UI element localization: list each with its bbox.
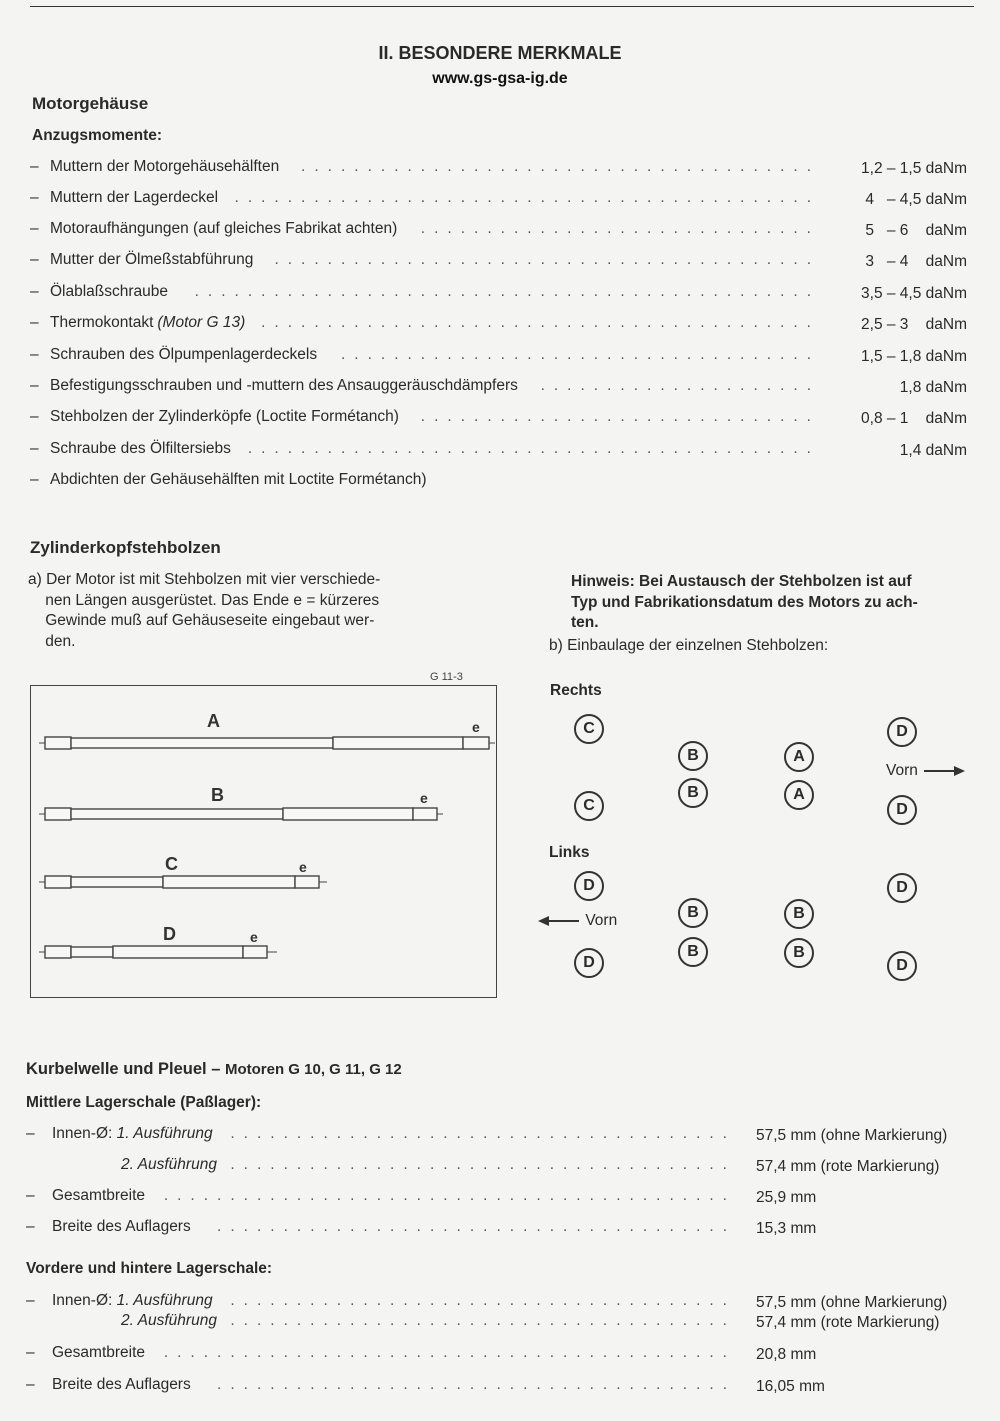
bolt-a-shaft-right [333, 737, 463, 749]
torque-row [30, 408, 970, 430]
torque-label-text: Ölablaßschraube [50, 283, 169, 300]
end-label-d: e [250, 929, 258, 945]
spec-value: 15,3 mm [756, 1220, 817, 1237]
spec-label [52, 1344, 145, 1362]
list-dash: – [30, 189, 39, 206]
spec-row [26, 1292, 976, 1314]
paragraph-a-line: nen Längen ausgerüstet. Das Ende e = kürzeres [28, 591, 380, 609]
list-dash: – [26, 1376, 35, 1393]
leader-dots: ............................................... [194, 283, 820, 300]
list-dash: – [30, 440, 39, 457]
spec-label-text: Gesamtbreite [52, 1344, 146, 1361]
position-circle: D [887, 717, 917, 747]
list-dash: – [30, 471, 39, 488]
bolt-b-thread-left [45, 808, 71, 820]
list-dash: – [30, 346, 39, 363]
bolt-d-end-e [243, 946, 267, 958]
label-rechts: Rechts [550, 682, 602, 699]
section-motorgehaeuse-heading: Motorgehäuse [32, 94, 149, 113]
anzugsmomente-subheading: Anzugsmomente: [32, 127, 163, 144]
list-dash: – [30, 251, 39, 268]
torque-label [50, 377, 518, 395]
spec-row [26, 1344, 976, 1366]
position-circle: B [678, 741, 708, 771]
label-links: Links [549, 844, 590, 861]
leader-dots: .............................. [420, 220, 820, 237]
kurbelwelle-models: Motoren G 10, G 11, G 12 [224, 1061, 402, 1078]
bolt-c-shaft [71, 877, 163, 887]
torque-row [30, 220, 970, 242]
torque-label-text: Thermokontakt [50, 314, 154, 331]
spec-value: 25,9 mm [756, 1189, 817, 1206]
list-dash: – [30, 314, 39, 331]
paragraph-a-line: den. [28, 632, 76, 650]
list-dash: – [30, 220, 39, 237]
position-circle: D [887, 951, 917, 981]
torque-row [30, 251, 970, 273]
spec-label [52, 1292, 213, 1310]
bolt-a-end-e [463, 737, 489, 749]
torque-label [50, 189, 218, 207]
torque-label [50, 283, 168, 301]
bolt-label-c: C [165, 854, 178, 874]
site-url: www.gs-gsa-ig.de [432, 70, 568, 87]
torque-label-text: Abdichten der Gehäusehälften mit Loctite Formétanch) [50, 471, 427, 488]
leader-dots: ....................................... [217, 1218, 736, 1235]
hint-line: ten. [571, 614, 599, 631]
torque-label [50, 314, 245, 332]
leader-dots: .................................... [340, 346, 820, 363]
position-circle: B [784, 899, 814, 929]
list-dash: – [26, 1344, 35, 1361]
leader-dots: .......................................... [261, 314, 820, 331]
torque-label-text: Motoraufhängungen (auf gleiches Fabrikat achten) [50, 220, 398, 237]
spec-row [26, 1218, 976, 1240]
leader-dots: ........................................... [247, 440, 820, 457]
position-circle: A [784, 780, 814, 810]
spec-label [52, 1376, 191, 1394]
paragraph-a-line: Gewinde muß auf Gehäuseseite eingebaut wer- [28, 612, 375, 629]
arrow-left-icon [537, 915, 581, 927]
position-circle: D [574, 948, 604, 978]
end-label-a: e [472, 719, 480, 735]
paragraph-a [28, 570, 380, 652]
torque-value: 4 – 4,5 daNm [865, 191, 967, 208]
mittlere-heading: Mittlere Lagerschale (Paßlager): [26, 1094, 262, 1111]
torque-value: 5 – 6 daNm [865, 222, 967, 239]
list-dash: – [26, 1292, 35, 1309]
vorn-left-label: Vorn [585, 912, 618, 929]
torque-value: 1,4 daNm [899, 442, 967, 459]
position-circle: C [574, 714, 604, 744]
spec-label [52, 1218, 191, 1236]
spec-row [26, 1312, 976, 1334]
torque-row [30, 314, 970, 336]
arrow-right-icon [922, 765, 966, 777]
bolt-a-thread-left [45, 737, 71, 749]
bolt-d-shaft-right [113, 946, 243, 958]
bolt-c-end-e [295, 876, 319, 888]
spec-row [26, 1156, 976, 1178]
bolt-d-shaft [71, 947, 113, 957]
leader-dots: ...................................... [230, 1292, 736, 1309]
end-label-c: e [299, 859, 307, 875]
end-label-b: e [420, 790, 428, 806]
bolt-label-d: D [163, 924, 176, 944]
hint-note [571, 572, 918, 634]
position-circle: C [574, 791, 604, 821]
spec-row [26, 1376, 976, 1398]
position-circle: A [784, 742, 814, 772]
spec-label [52, 1187, 145, 1205]
torque-label [50, 408, 399, 426]
spec-value: 57,4 mm (rote Markierung) [756, 1158, 940, 1175]
torque-label [50, 471, 427, 489]
spec-label-text: Gesamtbreite [52, 1187, 146, 1204]
torque-value: 3 – 4 daNm [865, 253, 967, 270]
position-circle: B [678, 937, 708, 967]
bolt-label-b: B [211, 785, 224, 805]
torque-value: 1,5 – 1,8 daNm [861, 348, 967, 365]
section-kurbelwelle-heading [26, 1060, 402, 1079]
spec-label [121, 1312, 217, 1330]
torque-row [30, 283, 970, 305]
paragraph-a-line: a) Der Motor ist mit Stehbolzen mit vier verschiede- [28, 571, 381, 588]
torque-value: 2,5 – 3 daNm [861, 316, 967, 333]
bolt-label-a: A [207, 711, 220, 731]
torque-label-italic: (Motor G 13) [157, 314, 246, 331]
position-circle: B [784, 938, 814, 968]
torque-row [30, 377, 970, 399]
spec-value: 16,05 mm [756, 1378, 825, 1395]
bolt-b-end-e [413, 808, 437, 820]
list-dash: – [30, 158, 39, 175]
hint-line: Typ und Fabrikationsdatum des Motors zu ach- [571, 593, 918, 611]
leader-dots: ...................................... [230, 1156, 736, 1173]
leader-dots: ....................................... [301, 158, 820, 175]
spec-label [121, 1156, 217, 1174]
list-dash: – [30, 377, 39, 394]
torque-label-text: Stehbolzen der Zylinderköpfe (Loctite Formétanch) [50, 408, 399, 425]
leader-dots: ........................................... [163, 1187, 736, 1204]
torque-label [50, 158, 279, 176]
spec-row [26, 1125, 976, 1147]
leader-dots: ...................................... [230, 1125, 736, 1142]
position-circle: B [678, 898, 708, 928]
bolt-figure [30, 685, 497, 998]
page-title: II. BESONDERE MERKMALE [378, 43, 622, 63]
torque-label-text: Muttern der Motorgehäusehälften [50, 158, 280, 175]
spec-label-italic: 2. Ausführung [121, 1156, 217, 1173]
torque-label [50, 220, 397, 238]
bolt-a-shaft [71, 738, 333, 748]
spec-value: 20,8 mm [756, 1346, 817, 1363]
torque-label-text: Mutter der Ölmeßstabführung [50, 251, 254, 268]
spec-label-italic: 1. Ausführung [116, 1125, 213, 1142]
section-zylinder-heading: Zylinderkopfstehbolzen [30, 538, 221, 557]
torque-value: 0,8 – 1 daNm [861, 410, 967, 427]
top-rule [30, 6, 974, 7]
bolt-b-shaft-right [283, 808, 413, 820]
list-dash: – [26, 1218, 35, 1235]
bolt-c-thread-left [45, 876, 71, 888]
leader-dots: ........................................... [163, 1344, 736, 1361]
leader-dots: ......................................... [274, 251, 820, 268]
list-dash: – [26, 1187, 35, 1204]
leader-dots: ..................... [540, 377, 820, 394]
spec-label-text: Innen-Ø: [52, 1125, 117, 1142]
list-dash: – [26, 1125, 35, 1142]
bolt-d-thread-left [45, 946, 71, 958]
torque-row [30, 189, 970, 211]
spec-value: 57,4 mm (rote Markierung) [756, 1314, 940, 1331]
torque-value: 3,5 – 4,5 daNm [861, 285, 967, 302]
hint-line: Hinweis: Bei Austausch der Stehbolzen ist auf [571, 573, 912, 590]
bolt-b-shaft [71, 809, 283, 819]
torque-label-text: Muttern der Lagerdeckel [50, 189, 219, 206]
spec-label-text: Breite des Auflagers [52, 1218, 191, 1235]
leader-dots: ....................................... [217, 1376, 736, 1393]
position-circle: D [887, 795, 917, 825]
spec-label-italic: 1. Ausführung [116, 1292, 213, 1309]
leader-dots: ...................................... [230, 1312, 736, 1329]
torque-row [30, 471, 970, 493]
vorn-right [886, 762, 966, 780]
torque-row [30, 346, 970, 368]
torque-label-text: Schraube des Ölfiltersiebs [50, 440, 231, 457]
bolt-drawing [31, 686, 495, 996]
spec-label-text: Innen-Ø: [52, 1292, 117, 1309]
torque-label-text: Schrauben des Ölpumpenlagerdeckels [50, 346, 318, 363]
torque-label-text: Befestigungsschrauben und -muttern des Ansauggeräuschdämpfers [50, 377, 518, 394]
torque-label [50, 440, 231, 458]
spec-label-text: Breite des Auflagers [52, 1376, 191, 1393]
spec-label-italic: 2. Ausführung [121, 1312, 217, 1329]
spec-row [26, 1187, 976, 1209]
vorn-right-label: Vorn [886, 762, 918, 779]
paragraph-b: b) Einbaulage der einzelnen Stehbolzen: [549, 637, 829, 654]
leader-dots: ............................................ [234, 189, 820, 206]
torque-value: 1,8 daNm [899, 379, 967, 396]
torque-label [50, 346, 317, 364]
position-circle: D [574, 871, 604, 901]
bolt-c-shaft-right [163, 876, 295, 888]
position-circle: B [678, 778, 708, 808]
torque-label [50, 251, 253, 269]
spec-value: 57,5 mm (ohne Markierung) [756, 1127, 948, 1144]
figure-code: G 11-3 [430, 671, 463, 683]
leader-dots: .............................. [420, 408, 820, 425]
torque-row [30, 158, 970, 180]
position-circle: D [887, 873, 917, 903]
torque-value: 1,2 – 1,5 daNm [861, 160, 967, 177]
spec-value: 57,5 mm (ohne Markierung) [756, 1294, 948, 1311]
vordere-heading: Vordere und hintere Lagerschale: [26, 1260, 273, 1277]
spec-label [52, 1125, 213, 1143]
list-dash: – [30, 283, 39, 300]
vorn-left [537, 912, 617, 930]
kurbelwelle-title: Kurbelwelle und Pleuel – [26, 1060, 221, 1078]
torque-row [30, 440, 970, 462]
list-dash: – [30, 408, 39, 425]
